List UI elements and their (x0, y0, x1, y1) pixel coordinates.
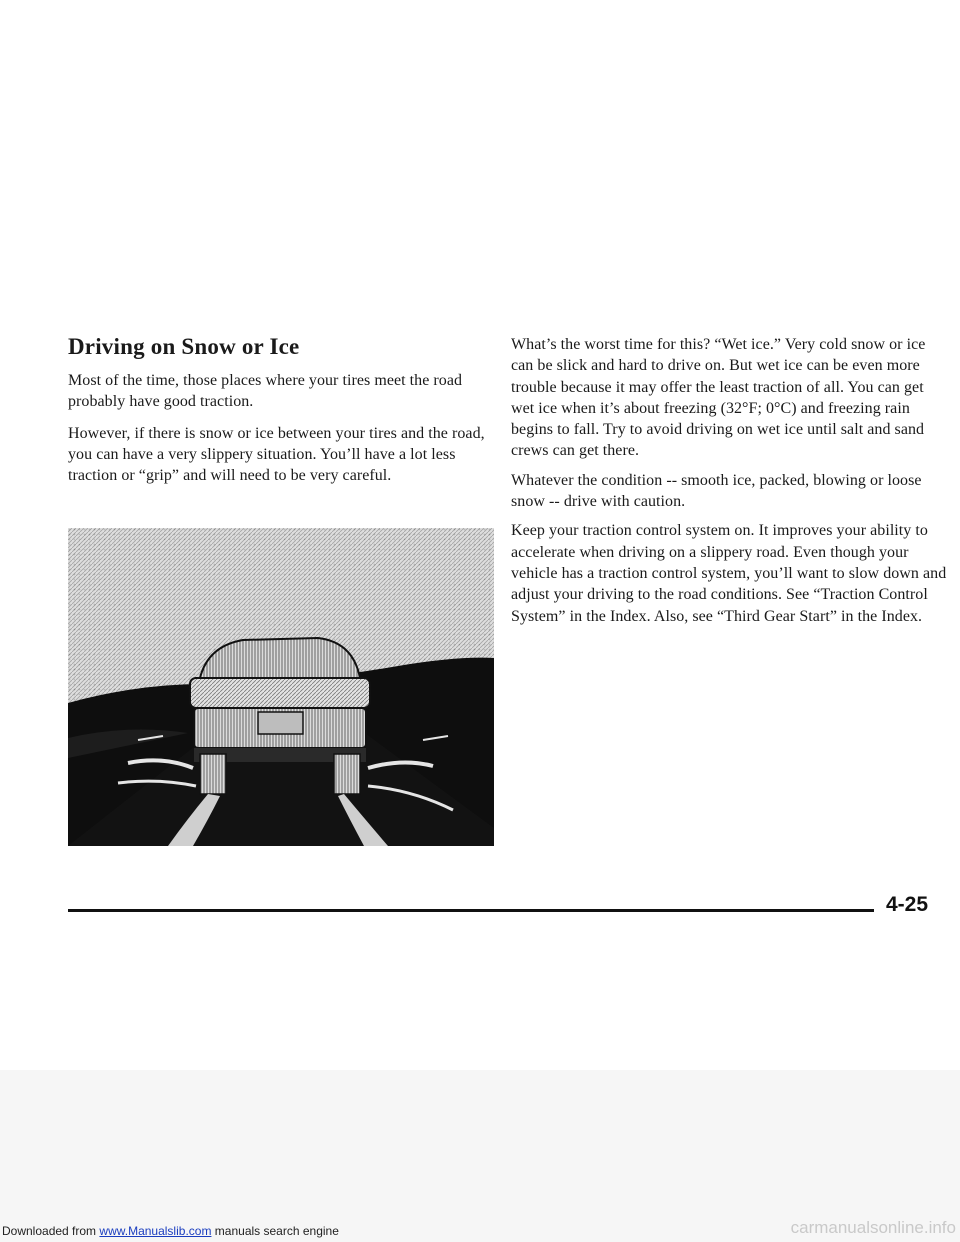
right-paragraph-3: Keep your traction control system on. It improves your ability to accelerate when driving on a slippery road. Even though your vehicle has a traction control system, you’ll want to slow down and adjust your driving to the road conditions. See “Traction Control System” in the Index. Also, see “Third Gear Start” in the Index. (511, 522, 947, 625)
section-title: Driving on Snow or Ice (68, 334, 300, 359)
footer-prefix: Downloaded from (2, 1224, 97, 1238)
page-number: 4-25 (886, 893, 929, 916)
watermark: carmanualsonline.info (790, 1218, 956, 1237)
footer-suffix: manuals search engine (214, 1224, 339, 1238)
left-column (68, 334, 498, 496)
right-column (511, 334, 947, 635)
page-lower-band (0, 1070, 960, 1242)
manualslib-link[interactable]: www.Manualslib.com (99, 1224, 212, 1238)
right-paragraph-2: Whatever the condition -- smooth ice, packed, blowing or loose snow -- drive with caution. (511, 471, 922, 511)
download-footer (2, 1224, 339, 1238)
left-paragraph-1: Most of the time, those places where your tires meet the road probably have good traction. (68, 372, 463, 411)
right-paragraph-1: What’s the worst time for this? “Wet ice.” Very cold snow or ice can be slick and hard to drive on. But wet ice can be even more trouble because it may offer the least traction of all. You can get wet ice when it’s about freezing (32°F; 0°C) and freezing rain begins to fall. Try to avoid driving on wet ice until salt and sand crews can get there. (511, 336, 926, 460)
car-on-ice-illustration (68, 528, 494, 846)
left-paragraph-2: However, if there is snow or ice between your tires and the road, you can have a very slippery situation. You’ll have a lot less traction or “grip” and will need to be very careful. (68, 424, 485, 485)
footer-rule (68, 909, 874, 912)
